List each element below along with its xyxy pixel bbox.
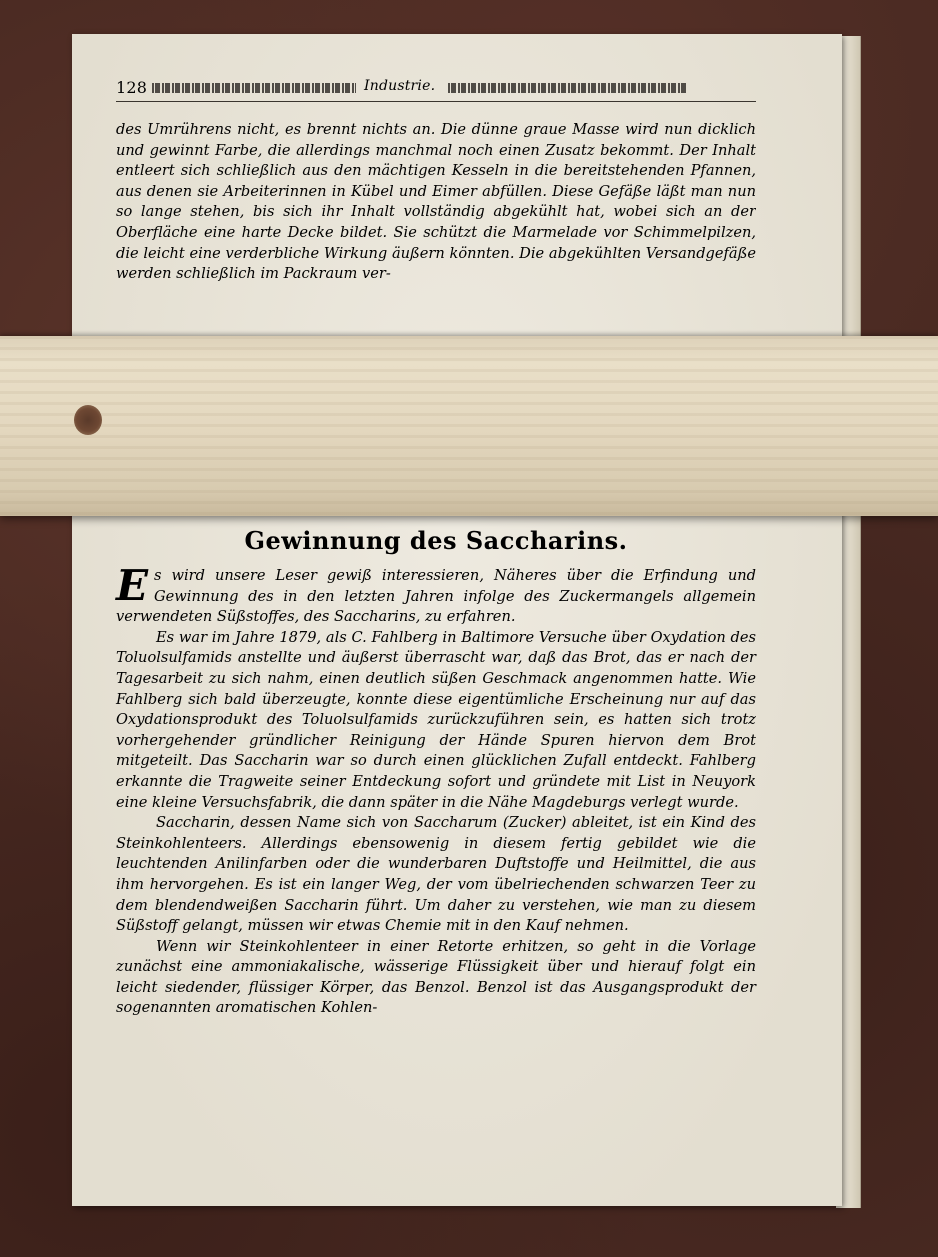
header-rule: [116, 101, 756, 102]
section-title: Industrie.: [364, 78, 436, 94]
page-number: 128: [116, 78, 148, 97]
paragraph-text: s wird unsere Leser gewiß interessieren, Näheres über die Erfindung und Gewinnung des in den letzten Jahren infolge des Zuckermangels allgemein verwendeten Süßstoffes, des Saccharins, zu erfahren.: [116, 567, 756, 626]
paragraph: Wenn wir Steinkohlenteer in einer Retorte erhitzen, so geht in die Vorlage zunächst eine ammoniakalische, wässerige Flüssigkeit über und hierauf folgt ein leicht siedender, flüssiger Körper, das Benzol. Benzol ist das Ausgangsprodukt der sogenannten aromatischen Kohlen-: [116, 937, 756, 1017]
paragraph: Es war im Jahre 1879, als C. Fahlberg in Baltimore Versuche über Oxydation des Toluolsulfamids anstellte und äußerst überrascht war, daß das Brot, das er nach der Tagesarbeit zu sich nahm, einen deutlich süßen Geschmack angenommen hatte. Wie Fahlberg sich bald überzeugte, konnte diese eigentümliche Erscheinung nur auf das Oxydationsprodukt des Toluolsulfamids zurückzuführen sein, es hatten sich trotz vorhergehender gründlicher Reinigung der Hände Spuren hiervon dem Brot mitgeteilt. Das Saccharin war so durch einen glücklichen Zufall entdeckt. Fahlberg erkannte die Tragweite seiner Entdeckung sofort und gründete mit List in Neuyork eine kleine Versuchsfabrik, die dann später in die Nähe Magdeburgs verlegt wurde.: [116, 628, 756, 811]
running-head: [116, 76, 756, 102]
ornament-rule-left: [152, 83, 356, 93]
ruler-hole: [74, 405, 102, 435]
continued-text: [116, 120, 756, 334]
paragraph: Saccharin, dessen Name sich von Saccharum (Zucker) ableitet, ist ein Kind des Steinkohlenteers. Allerdings ebensowenig in diesem fertig gebildet wie die leuchtenden Anilinfarben oder die wunderbaren Duftstoffe und Heilmittel, die aus ihm hervorgehen. Es ist ein langer Weg, der vom übelriechenden schwarzen Teer zu dem blendendweißen Saccharin führt. Um daher zu verstehen, wie man zu diesem Süßstoff gelangt, müssen wir etwas Chemie mit in den Kauf nehmen.: [116, 814, 756, 935]
paragraph: des Umrührens nicht, es brennt nichts an. Die dünne graue Masse wird nun dicklich und gewinnt Farbe, die allerdings manchmal noch einen Zusatz bekommt. Der Inhalt entleert sich schließlich aus den mächtigen Kesseln in die bereitstehenden Pfannen, aus denen sie Arbeiterinnen in Kübel und Eimer abfüllen. Diese Gefäße läßt man nun so lange stehen, bis sich ihr Inhalt vollständig abgekühlt hat, wobei sich an der Oberfläche eine harte Decke bildet. Sie schützt die Marmelade vor Schimmelpilzen, die leicht eine verderbliche Wirkung äußern könnten. Die abgekühlten Versandgefäße werden schließlich im Packraum ver-: [116, 121, 756, 283]
wooden-ruler: [0, 336, 938, 516]
paragraph-first: [116, 561, 756, 628]
article-heading: Gewinnung des Saccharins.: [244, 526, 628, 555]
article-body: [116, 561, 756, 1019]
ornament-rule-right: [448, 83, 688, 93]
drop-cap: E: [116, 561, 149, 610]
